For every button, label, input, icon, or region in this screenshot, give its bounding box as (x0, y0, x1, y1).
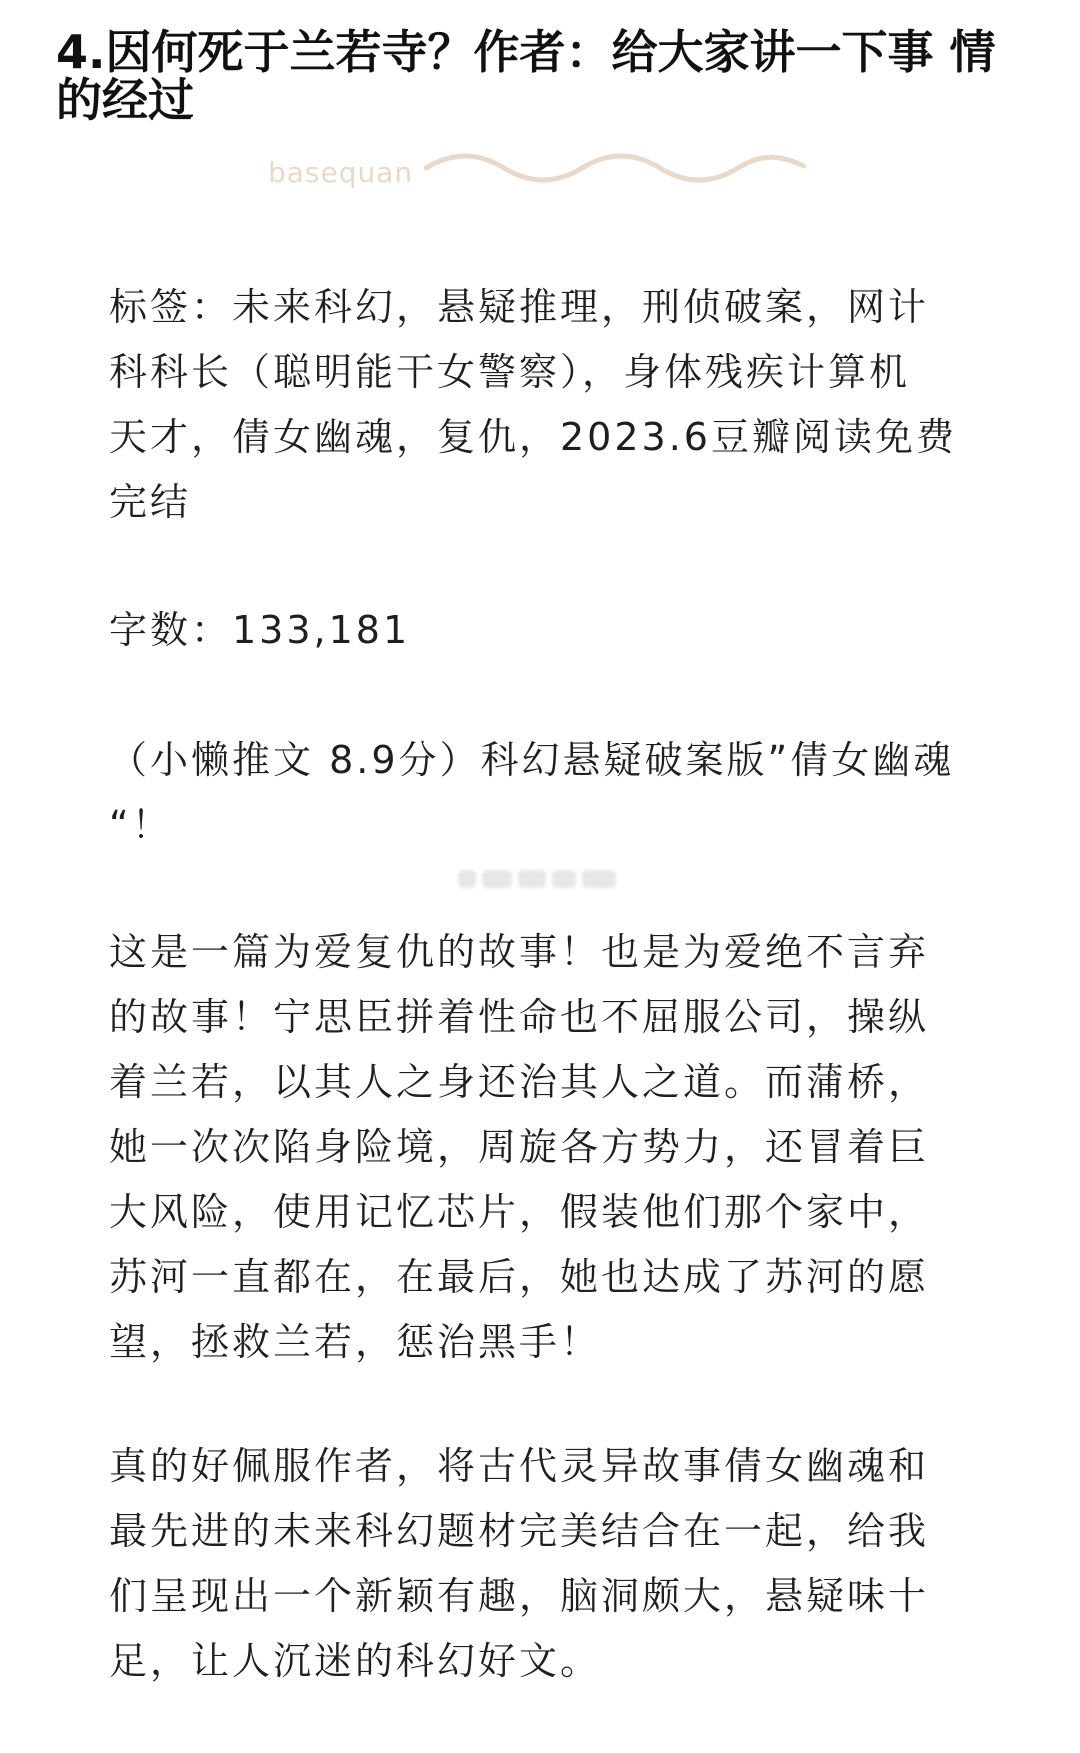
article-title: 4.因何死于兰若寺？作者：给大家讲一下事 情的经过 (56, 25, 996, 127)
tags-paragraph: 标签：未来科幻，悬疑推理，刑侦破案，网计 科科长（聪明能干女警察），身体残疾计算机 天才，倩女幽魂，复仇，2023.6豆瓣阅读免费 完结 (109, 285, 957, 524)
decorative-divider (268, 148, 808, 198)
wave-line-icon (422, 148, 808, 192)
word-count-paragraph: 字数：133,181 (109, 608, 411, 652)
watermark-text: basequan (268, 156, 414, 189)
blurred-username (458, 862, 618, 896)
praise-paragraph: 真的好佩服作者，将古代灵异故事倩女幽魂和 最先进的未来科幻题材完美结合在一起，给我 们呈现出一个新颖有趣，脑洞颇大，悬疑味十 足，让人沉迷的科幻好文。 (109, 1444, 930, 1683)
rating-paragraph: （小懒推文 8.9分）科幻悬疑破案版”倩女幽魂 “！ (109, 738, 955, 847)
story-paragraph: 这是一篇为爱复仇的故事！也是为爱绝不言弃 的故事！宁思臣拼着性命也不屈服公司，操纵 着兰若，以其人之身还治其人之道。而蒲桥， 她一次次陷身险境，周旋各方势力，还冒着巨 大风险，使用记忆芯片，假装他们那个家中， 苏河一直都在，在最后，她也达成了苏河的愿 望，拯救兰若，惩治黑手！ (109, 930, 930, 1364)
